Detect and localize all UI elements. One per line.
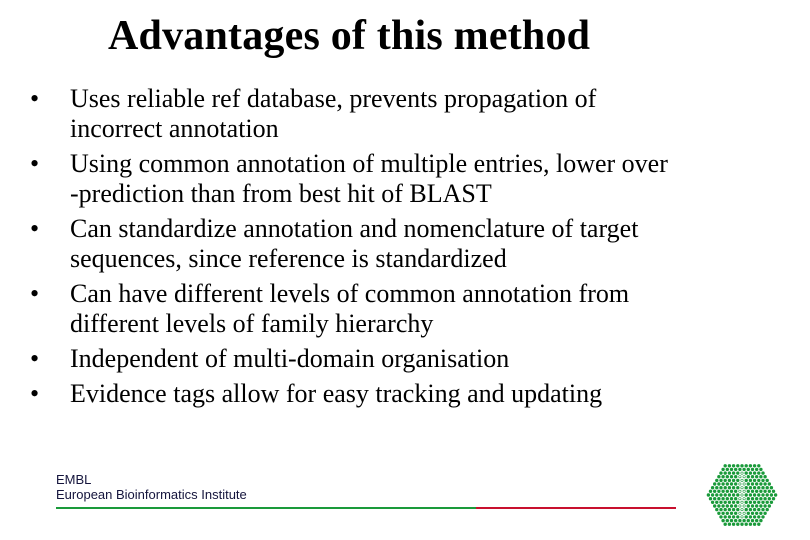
logo-dot — [768, 497, 771, 500]
logo-dot — [730, 490, 733, 493]
logo-dot — [757, 501, 760, 504]
logo-dot — [772, 497, 775, 500]
logo-dot — [721, 490, 724, 493]
logo-dot — [759, 497, 762, 500]
bullet-list — [30, 84, 750, 414]
logo-dot — [741, 508, 743, 510]
logo-dot — [774, 493, 777, 496]
logo-dot — [736, 479, 739, 482]
logo-dot — [721, 468, 724, 471]
logo-dot — [761, 515, 764, 518]
logo-dot — [734, 482, 737, 485]
logo-dot — [734, 497, 737, 500]
logo-dot — [732, 501, 735, 504]
logo-dot — [739, 498, 741, 500]
logo-dot — [749, 493, 752, 496]
logo-dot — [753, 471, 756, 474]
logo-dot — [721, 519, 724, 522]
logo-dot — [726, 497, 729, 500]
logo-dot — [713, 482, 716, 485]
bullet-item — [30, 279, 750, 339]
logo-dot — [763, 504, 766, 507]
logo-dot — [724, 479, 727, 482]
logo-dot — [747, 512, 750, 515]
logo-dot — [757, 486, 760, 489]
logo-dot — [717, 512, 720, 515]
logo-dot — [757, 493, 760, 496]
logo-dot — [761, 501, 764, 504]
logo-dot — [721, 504, 724, 507]
logo-dot — [726, 468, 729, 471]
logo-dot — [751, 519, 754, 522]
logo-dot — [711, 501, 714, 504]
logo-dot — [745, 471, 748, 474]
footer-rule-green — [56, 507, 476, 509]
logo-dot — [753, 479, 756, 482]
logo-dot — [709, 497, 712, 500]
logo-dot — [713, 497, 716, 500]
bullet-dot: • — [30, 279, 40, 308]
logo-dot — [761, 508, 764, 511]
logo-dot — [732, 515, 735, 518]
logo-dot — [766, 479, 769, 482]
logo-dot — [728, 479, 731, 482]
logo-dot — [761, 471, 764, 474]
bullet-item — [30, 84, 750, 144]
logo-dot — [724, 471, 727, 474]
logo-dot — [755, 497, 758, 500]
logo-dot — [739, 476, 741, 478]
bullet-text: Independent of multi-domain organisation — [70, 344, 510, 373]
logo-dot — [747, 468, 750, 471]
logo-dot — [743, 512, 745, 514]
logo-dot — [766, 493, 769, 496]
logo-dot — [726, 504, 729, 507]
logo-dot — [755, 468, 758, 471]
logo-dot — [740, 464, 743, 467]
logo-dot — [728, 501, 731, 504]
logo-dot — [747, 490, 750, 493]
logo-dot — [751, 504, 754, 507]
logo-dot — [759, 482, 762, 485]
logo-dot — [745, 464, 748, 467]
logo-dot — [726, 482, 729, 485]
logo-dot — [747, 519, 750, 522]
logo-dot — [745, 486, 748, 489]
logo-dot — [751, 482, 754, 485]
logo-dot — [724, 523, 727, 526]
logo-dot — [738, 519, 741, 522]
slide-title: Advantages of this method — [108, 13, 591, 59]
logo-dot — [743, 476, 745, 478]
logo-dot — [721, 497, 724, 500]
logo-dot — [715, 501, 718, 504]
logo-dot — [763, 497, 766, 500]
logo-dot — [747, 475, 750, 478]
logo-dot — [749, 523, 752, 526]
logo-dot — [717, 504, 720, 507]
logo-dot — [742, 468, 745, 471]
logo-dot — [749, 515, 752, 518]
logo-dot — [715, 493, 718, 496]
logo-dot — [770, 493, 773, 496]
logo-dot — [755, 512, 758, 515]
logo-dot — [766, 501, 769, 504]
logo-dot — [757, 508, 760, 511]
logo-dot — [730, 482, 733, 485]
logo-dot — [715, 479, 718, 482]
logo-dot — [724, 508, 727, 511]
bullet-dot: • — [30, 149, 40, 178]
logo-dot — [739, 505, 741, 507]
logo-dot — [747, 482, 750, 485]
footer-organization — [56, 472, 247, 502]
logo-dot — [740, 523, 743, 526]
bullet-text: Uses reliable ref database, prevents propagation of — [70, 84, 597, 113]
logo-dot — [759, 475, 762, 478]
logo-dot — [728, 523, 731, 526]
logo-dot — [749, 508, 752, 511]
logo-dot — [772, 490, 775, 493]
logo-dot — [741, 487, 743, 489]
logo-dot — [736, 523, 739, 526]
bullet-text-cont: incorrect annotation — [70, 114, 279, 143]
bullet-text-cont: -prediction than from best hit of BLAST — [70, 179, 492, 208]
logo-dot — [736, 471, 739, 474]
logo-dot — [730, 475, 733, 478]
logo-dot — [745, 493, 748, 496]
bullet-text: Using common annotation of multiple entries, lower over — [70, 149, 668, 178]
logo-dot — [741, 479, 743, 481]
logo-dot — [732, 508, 735, 511]
logo-dot — [738, 468, 741, 471]
logo-dot — [755, 504, 758, 507]
logo-dot — [763, 482, 766, 485]
logo-dot — [732, 464, 735, 467]
bullet-dot: • — [30, 214, 40, 243]
logo-dot — [749, 471, 752, 474]
bullet-item — [30, 149, 750, 209]
logo-dot — [755, 475, 758, 478]
logo-dot — [713, 504, 716, 507]
logo-dot — [713, 490, 716, 493]
footer-rule-red — [476, 507, 676, 509]
logo-dot — [715, 508, 718, 511]
logo-dot — [743, 498, 745, 500]
logo-dot — [726, 475, 729, 478]
logo-dot — [734, 475, 737, 478]
logo-dot — [759, 504, 762, 507]
logo-dot — [719, 508, 722, 511]
logo-dot — [730, 504, 733, 507]
logo-dot — [717, 497, 720, 500]
logo-dot — [753, 486, 756, 489]
logo-dot — [747, 504, 750, 507]
logo-dot — [717, 475, 720, 478]
logo-dot — [766, 508, 769, 511]
logo-dot — [719, 486, 722, 489]
logo-dot — [751, 512, 754, 515]
logo-dot — [741, 472, 743, 474]
logo-dot — [728, 471, 731, 474]
logo-dot — [759, 490, 762, 493]
logo-dot — [728, 486, 731, 489]
logo-dot — [770, 486, 773, 489]
logo-dot — [753, 493, 756, 496]
bullet-text: Can have different levels of common annotation from — [70, 279, 630, 308]
logo-dot — [734, 490, 737, 493]
logo-dot — [739, 490, 741, 492]
logo-dot — [753, 508, 756, 511]
logo-dot — [751, 490, 754, 493]
logo-dot — [709, 490, 712, 493]
bullet-item — [30, 344, 750, 374]
logo-dot — [728, 515, 731, 518]
logo-dot — [728, 464, 731, 467]
logo-dot — [759, 468, 762, 471]
logo-dot — [734, 468, 737, 471]
logo-dot — [745, 501, 748, 504]
logo-dot — [745, 515, 748, 518]
logo-dot — [755, 490, 758, 493]
logo-dot — [724, 464, 727, 467]
logo-dot — [717, 490, 720, 493]
logo-dot — [755, 519, 758, 522]
logo-dot — [736, 493, 739, 496]
logo-dot — [741, 501, 743, 503]
logo-dot — [743, 483, 745, 485]
logo-dot — [719, 501, 722, 504]
bullet-text: Evidence tags allow for easy tracking and updating — [70, 379, 603, 408]
logo-dot — [770, 501, 773, 504]
logo-dot — [755, 482, 758, 485]
logo-dot — [719, 515, 722, 518]
org-full-name: European Bioinformatics Institute — [56, 487, 247, 502]
logo-dot — [726, 512, 729, 515]
logo-dot — [761, 479, 764, 482]
logo-dot — [768, 504, 771, 507]
logo-dot — [719, 493, 722, 496]
logo-dot — [745, 508, 748, 511]
logo-dot — [717, 482, 720, 485]
logo-dot — [759, 512, 762, 515]
logo-dot — [757, 515, 760, 518]
logo-dot — [721, 475, 724, 478]
logo-dot — [734, 504, 737, 507]
logo-dot — [763, 475, 766, 478]
logo-dot — [721, 512, 724, 515]
logo-dot — [726, 519, 729, 522]
logo-dot — [743, 505, 745, 507]
logo-dot — [747, 497, 750, 500]
logo-dot — [753, 523, 756, 526]
logo-dot — [730, 497, 733, 500]
logo-dot — [724, 501, 727, 504]
logo-dot — [768, 482, 771, 485]
logo-dot — [753, 464, 756, 467]
logo-dot — [739, 483, 741, 485]
logo-dot — [757, 471, 760, 474]
bullet-text-cont: different levels of family hierarchy — [70, 309, 434, 338]
logo-dot — [741, 516, 743, 518]
logo-dot — [751, 497, 754, 500]
bullet-dot: • — [30, 379, 40, 408]
logo-dot — [728, 508, 731, 511]
logo-dot — [719, 471, 722, 474]
logo-dot — [730, 468, 733, 471]
logo-dot — [751, 475, 754, 478]
logo-dot — [719, 479, 722, 482]
logo-dot — [759, 519, 762, 522]
bullet-item — [30, 214, 750, 274]
logo-dot — [741, 494, 743, 496]
logo-dot — [732, 486, 735, 489]
logo-dot — [749, 479, 752, 482]
logo-dot — [749, 501, 752, 504]
logo-dot — [732, 493, 735, 496]
bullet-text: Can standardize annotation and nomenclature of target — [70, 214, 639, 243]
logo-dot — [742, 519, 745, 522]
org-short-name: EMBL — [56, 472, 92, 487]
logo-dot — [753, 501, 756, 504]
logo-dot — [726, 490, 729, 493]
logo-dot — [736, 501, 739, 504]
logo-dot — [736, 515, 739, 518]
logo-dot — [749, 464, 752, 467]
logo-dot — [763, 490, 766, 493]
logo-dot — [728, 493, 731, 496]
logo-dot — [734, 519, 737, 522]
logo-dot — [768, 490, 771, 493]
logo-dot — [724, 486, 727, 489]
logo-dot — [745, 523, 748, 526]
logo-dot — [734, 512, 737, 515]
logo-dot — [757, 464, 760, 467]
logo-dot — [732, 479, 735, 482]
logo-dot — [763, 512, 766, 515]
embl-hexagon-logo-icon — [700, 460, 784, 530]
logo-dot — [749, 486, 752, 489]
logo-dot — [761, 493, 764, 496]
logo-dot — [724, 493, 727, 496]
logo-dot — [757, 479, 760, 482]
logo-dot — [751, 468, 754, 471]
logo-dot — [745, 479, 748, 482]
logo-dot — [707, 493, 710, 496]
bullet-text-cont: sequences, since reference is standardized — [70, 244, 507, 273]
logo-dot — [761, 486, 764, 489]
logo-dot — [757, 523, 760, 526]
logo-dot — [736, 508, 739, 511]
logo-dot — [721, 482, 724, 485]
logo-dot — [730, 519, 733, 522]
bullet-dot: • — [30, 84, 40, 113]
logo-dot — [736, 464, 739, 467]
logo-dot — [732, 523, 735, 526]
bullet-item — [30, 379, 750, 409]
logo-dot — [711, 486, 714, 489]
logo-dot — [739, 512, 741, 514]
logo-dot — [711, 493, 714, 496]
logo-dot — [743, 490, 745, 492]
logo-dot — [730, 512, 733, 515]
logo-dot — [766, 486, 769, 489]
logo-dot — [753, 515, 756, 518]
bullet-dot: • — [30, 344, 40, 373]
logo-dot — [732, 471, 735, 474]
logo-dot — [724, 515, 727, 518]
logo-dot — [736, 486, 739, 489]
logo-dot — [715, 486, 718, 489]
